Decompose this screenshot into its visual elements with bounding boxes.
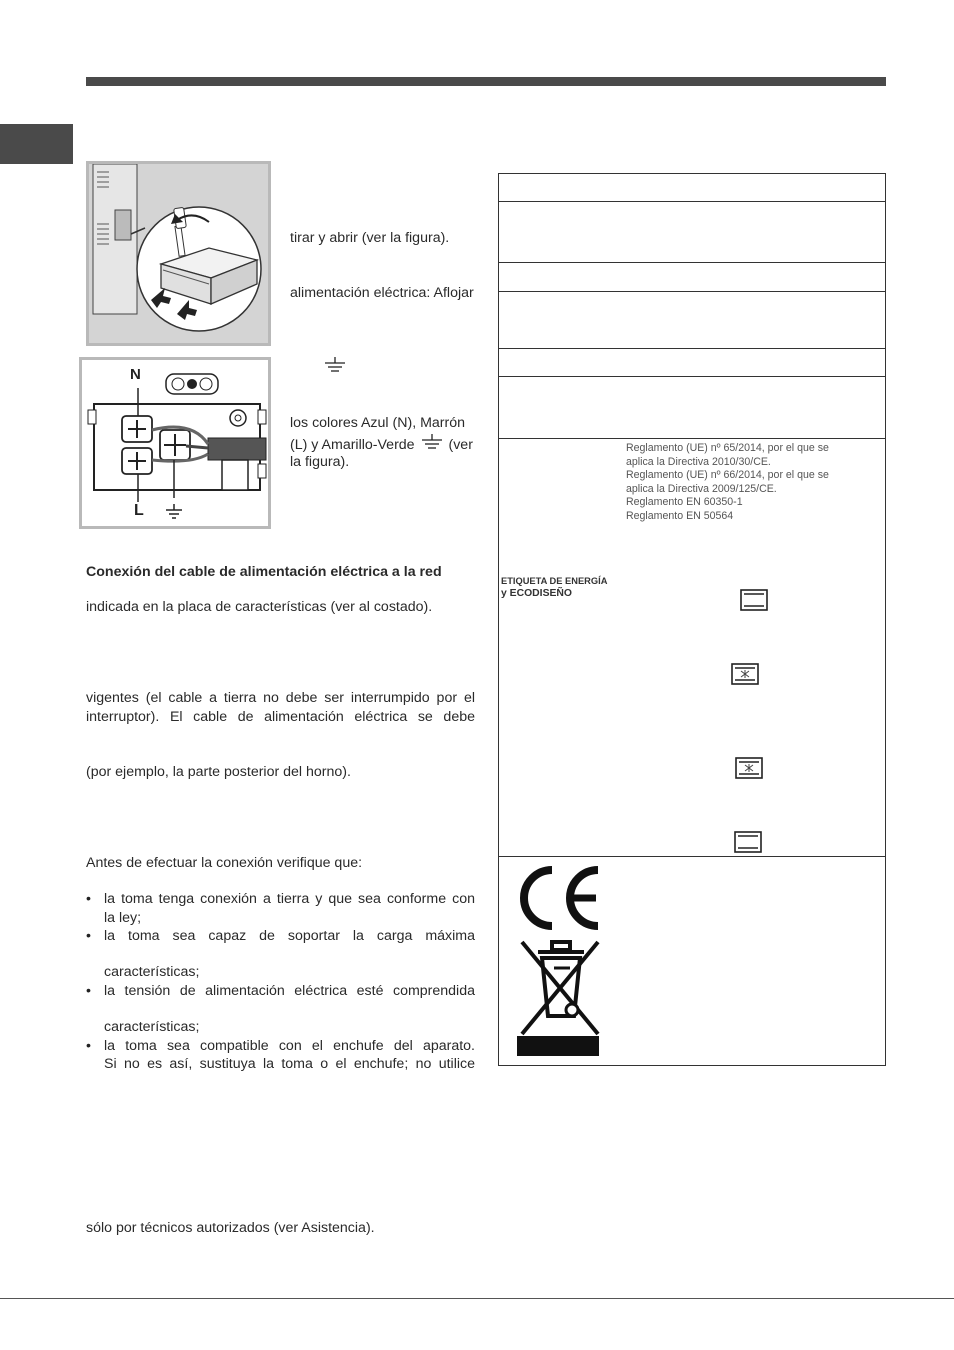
bullet-3-line-1: la tensión de alimentación eléctrica esté comprendida [104, 983, 475, 999]
table-divider [499, 262, 885, 263]
footer-line [0, 1298, 954, 1299]
paragraph-2a: vigentes (el cable a tierra no debe ser interrumpido por el [86, 690, 475, 706]
regulation-line: aplica la Directiva 2010/30/CE. [626, 456, 771, 468]
terminal-box-illustration [89, 164, 268, 343]
bullet-marker: • [86, 928, 91, 944]
paragraph-1: indicada en la placa de características (ver al costado). [86, 599, 433, 615]
bullet-4-line-1: la toma sea compatible con el enchufe del aparato. [104, 1038, 475, 1054]
table-divider [499, 348, 885, 349]
bullet-2-line-1: la toma sea capaz de soportar la carga máxima [104, 928, 475, 944]
section-heading: Conexión del cable de alimentación eléctrica a la red [86, 564, 442, 580]
bullet-1-line-1: la toma tenga conexión a tierra y que sea conforme con [104, 891, 475, 907]
bullet-4-line-2: Si no es así, sustituya la toma o el enchufe; no utilice [104, 1056, 475, 1072]
energy-label-title: ETIQUETA DE ENERGÍA [501, 576, 608, 586]
earth-ground-icon [166, 504, 182, 518]
wiring-figure [79, 357, 271, 529]
paragraph-3: (por ejemplo, la parte posterior del horno). [86, 764, 351, 780]
figure-text-line-2: alimentación eléctrica: Aflojar [290, 285, 474, 301]
regulation-line: Reglamento (UE) nº 66/2014, por el que se [626, 469, 829, 481]
oven-fan-icon [735, 757, 763, 779]
weee-bin-icon [516, 938, 602, 1056]
table-divider [499, 438, 885, 439]
bullet-marker: • [86, 983, 91, 999]
neutral-label: N [130, 366, 141, 383]
regulation-line: Reglamento (UE) nº 65/2014, por el que se [626, 442, 829, 454]
table-divider [499, 291, 885, 292]
figure-text-line-1: tirar y abrir (ver la figura). [290, 230, 450, 246]
paragraph-4: Antes de efectuar la conexión verifique que: [86, 855, 363, 871]
ecodesign-label: y ECODISEÑO [501, 588, 573, 599]
figure-text-line-4: (L) y Amarillo-Verde (ver [290, 434, 473, 455]
table-divider [499, 856, 885, 857]
earth-ground-icon [322, 355, 348, 375]
figure-text-line-3: los colores Azul (N), Marrón [290, 415, 466, 431]
paragraph-5: sólo por técnicos autorizados (ver Asistencia). [86, 1220, 375, 1236]
terminal-box-figure [86, 161, 271, 346]
bullet-2-line-2: características; [104, 964, 200, 980]
table-divider [499, 376, 885, 377]
regulation-line: Reglamento EN 60350-1 [626, 496, 743, 508]
regulation-line: aplica la Directiva 2009/125/CE. [626, 483, 777, 495]
oven-static-icon [740, 589, 768, 611]
header-bar [86, 77, 886, 86]
section-tab [0, 124, 73, 164]
earth-ground-icon [419, 434, 445, 452]
line-label: L [134, 502, 144, 519]
terminal-block-illustration [82, 360, 268, 526]
table-divider [499, 201, 885, 202]
figure-text-line-5: la figura). [290, 454, 350, 470]
bullet-marker: • [86, 1038, 91, 1054]
bullet-3-line-2: características; [104, 1019, 200, 1035]
regulation-line: Reglamento EN 50564 [626, 510, 734, 522]
spec-table [498, 173, 886, 1066]
bullet-1-line-2: la ley; [104, 910, 142, 926]
paragraph-2b: interruptor). El cable de alimentación eléctrica se debe [86, 709, 475, 725]
oven-fan-icon [731, 663, 759, 685]
oven-static-icon [734, 831, 762, 853]
bullet-marker: • [86, 891, 91, 907]
ce-mark-icon [516, 866, 602, 930]
